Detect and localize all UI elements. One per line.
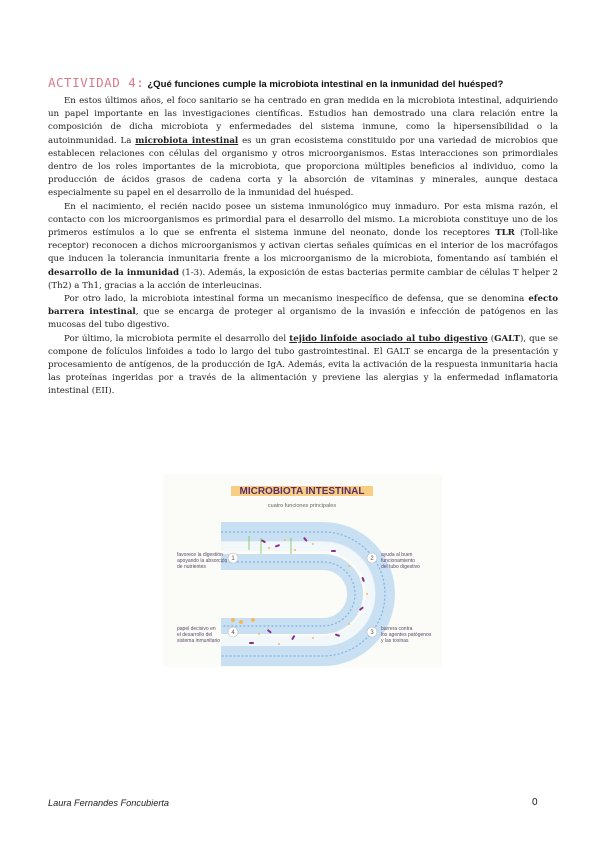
marker-2: 2: [370, 556, 374, 562]
f3-line-1: barrera contra: [381, 626, 413, 632]
f2-line-2: funcionamiento: [381, 558, 415, 564]
f4-line-2: el desarrollo del: [177, 632, 213, 638]
p1-text-1: En estos últimos años, el foco sanitario se ha centrado en gran medida en la microbiota intestinal, adquiriendo un papel importante en las investigaciones científicas. Estudios han demostrado una clara relación entre la composición de dicha microbiota y enfermedades del sistema inmune, como la hipersensibilidad o la autoinmunidad. La: [48, 96, 558, 146]
f3-line-3: y las toxinas: [381, 638, 409, 644]
f1-line-3: de nutrientes: [177, 564, 206, 570]
f2-line-3: del tubo digestivo: [381, 564, 420, 570]
p3-bold-1: efecto barrera intestinal: [48, 294, 558, 318]
activity-question: ¿Qué funciones cumple la microbiota intestinal en la inmunidad del huésped?: [147, 79, 504, 90]
paragraph-2: [48, 201, 558, 293]
p2-text-1: En el nacimiento, el recién nacido posee un sistema inmunológico muy inmaduro. Por esta misma razón, el contacto con los microorganismos es primordial para el desarrollo del mismo. La microbiota constituye uno de los primeros estímulos a lo que se enfrenta el sistema inmune del neonato, donde los receptores: [48, 201, 558, 239]
figure-subtitle: cuatro funciones principales: [267, 503, 337, 509]
f1-line-1: favorece la digestión: [177, 552, 223, 558]
p1-text-2: es un gran ecosistema constituido por una variedad de microbios que establecen relaciones con células del organismo y otros microorganismos. Estas interacciones son primordiales dentro de los roles importantes de la microbiota, que proporciona múltiples beneficios al individuo, como la producción de ácidos grasos de cadena corta y la absorción de vitaminas y minerales, aunque destaca especialmente su papel en el desarrollo de la inmunidad del huésped.: [48, 135, 559, 199]
f1-line-2: apoyando la absorción: [177, 558, 228, 564]
marker-3: 3: [370, 630, 374, 636]
f4-line-3: sistema inmunitario: [177, 638, 221, 644]
p4-text-3: ), que se compone de folículos linfoides a todo lo largo del tubo gastrointestinal. El GALT se encarga de la presentación y procesamiento de antígenos, de la producción de IgA. Además, evita la activación de la respuesta inmunitaria hacia las proteínas ingeridas por a través de la alimentación y previene las alergias y la enfermedad inflamatoria intestinal (EII).: [48, 333, 558, 397]
marker-1: 1: [231, 556, 235, 562]
p2-text-2: (Toll-like receptor) reconocen a dichos microorganismos y activan ciertas señales químicas en el interior de los macrófagos que inducen la tolerancia inmunitaria frente a los microorganismo de la microbiota, fomentando así también el: [48, 228, 558, 265]
p1-bold-1: microbiota intestinal: [135, 135, 239, 146]
f3-line-2: los agentes patógenos: [381, 632, 432, 638]
p3-text-2: , que se encarga de proteger al organismo de la invasión e infección de patógenos en las mucosas del tubo digestivo.: [48, 307, 558, 331]
marker-4: 4: [231, 630, 235, 636]
footer-author: Laura Fernandes Foncubierta: [48, 798, 170, 808]
p2-bold-2: desarrollo de la inmunidad: [48, 267, 179, 278]
p4-bold-1: tejido linfoide asociado al tubo digestivo: [289, 333, 488, 344]
activity-heading: [48, 77, 558, 91]
paragraph-1: [48, 95, 558, 201]
p4-bold-2: GALT: [494, 333, 520, 344]
paragraph-3: [48, 293, 558, 333]
p3-text-1: Por otro lado, la microbiota intestinal forma un mecanismo inespecífico de defensa, que se denomina: [64, 294, 529, 305]
f4-line-1: papel decisivo en: [177, 626, 216, 632]
figure-title: MICROBIOTA INTESTINAL: [239, 486, 365, 497]
p4-text-1: Por último, la microbiota permite el desarrollo del: [64, 333, 290, 344]
f2-line-1: ayuda al buen: [381, 552, 413, 558]
paragraph-4: [48, 333, 558, 399]
microbiota-infographic: [163, 474, 442, 667]
body-text: [48, 95, 558, 399]
p2-text-3: (1-3). Además, la exposición de estas bacterias permite cambiar de células T helper 2 (Th2) a Th1, gracias a la acción de interleucinas.: [48, 267, 558, 291]
p4-text-2: (: [487, 333, 495, 344]
p2-bold-1: TLR: [495, 228, 515, 239]
activity-label: ACTIVIDAD 4:: [48, 75, 145, 90]
footer-page-number: 0: [532, 797, 538, 808]
